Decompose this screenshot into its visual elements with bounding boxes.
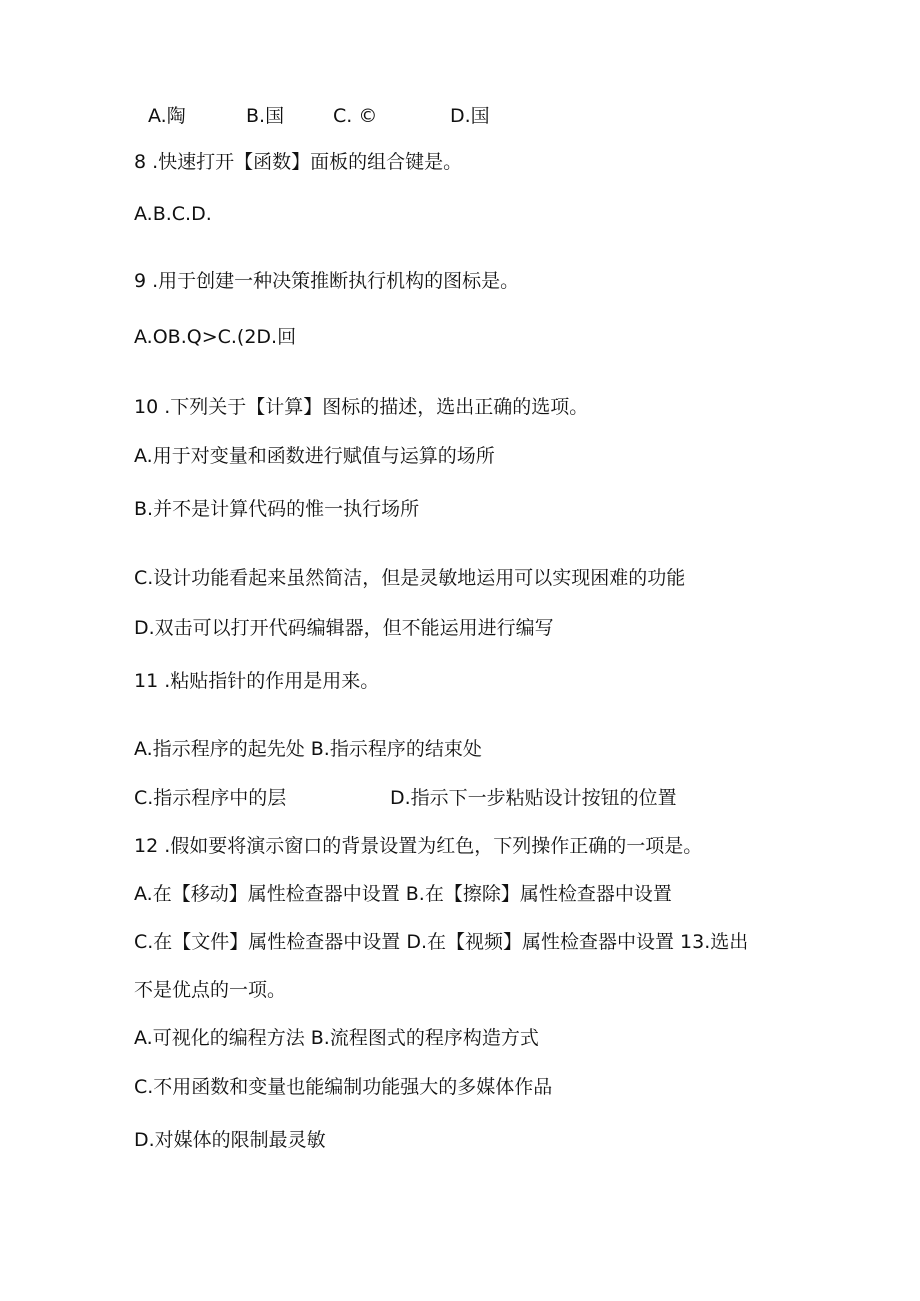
q7-option-d: D.国 xyxy=(450,105,490,127)
q12-options-cd: C.在【文件】属性检查器中设置 D.在【视频】属性检查器中设置 13.选出 xyxy=(134,931,749,953)
q9-question: 9 .用于创建一种决策推断执行机构的图标是。 xyxy=(134,270,520,292)
q10-option-a: A.用于对变量和函数进行赋值与运算的场所 xyxy=(134,445,495,467)
q7-option-a: A.陶 xyxy=(148,105,186,127)
q7-option-b: B.国 xyxy=(246,105,285,127)
q13-option-d: D.对媒体的限制最灵敏 xyxy=(134,1129,326,1151)
q8-options: A.B.C.D. xyxy=(134,203,212,225)
q12-options-ab: A.在【移动】属性检查器中设置 B.在【擦除】属性检查器中设置 xyxy=(134,883,672,905)
q8-question: 8 .快速打开【函数】面板的组合键是。 xyxy=(134,151,463,173)
q11-options-ab: A.指示程序的起先处 B.指示程序的结束处 xyxy=(134,738,482,760)
q11-question: 11 .粘贴指针的作用是用来。 xyxy=(134,670,380,692)
q7-option-c: C. © xyxy=(333,105,378,127)
q10-option-d: D.双击可以打开代码编辑器，但不能运用进行编写 xyxy=(134,617,554,639)
q10-option-b: B.并不是计算代码的惟一执行场所 xyxy=(134,498,420,520)
q11-option-d: D.指示下一步粘贴设计按钮的位置 xyxy=(390,787,677,809)
q13-question-continued: 不是优点的一项。 xyxy=(134,979,287,1001)
q13-option-c: C.不用函数和变量也能编制功能强大的多媒体作品 xyxy=(134,1076,553,1098)
q9-options: A.OB.Q>C.(2D.回 xyxy=(134,326,297,348)
q10-option-c: C.设计功能看起来虽然简洁，但是灵敏地运用可以实现困难的功能 xyxy=(134,567,686,589)
q13-options-ab: A.可视化的编程方法 B.流程图式的程序构造方式 xyxy=(134,1027,539,1049)
q12-question: 12 .假如要将演示窗口的背景设置为红色，下列操作正确的一项是。 xyxy=(134,835,703,857)
q11-option-c: C.指示程序中的层 xyxy=(134,787,287,809)
q10-question: 10 .下列关于【计算】图标的描述，选出正确的选项。 xyxy=(134,396,589,418)
